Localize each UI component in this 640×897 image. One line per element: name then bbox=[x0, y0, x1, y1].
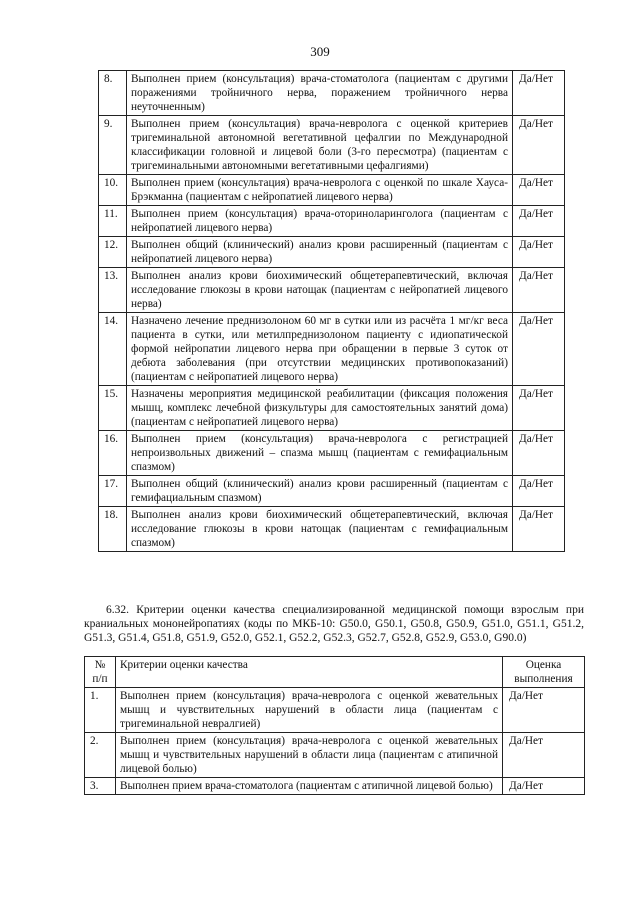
row-criterion: Выполнен прием (консультация) врача-невролога с регистрацией непроизвольных движений – спазма мышц (пациентам с гемифациальным спазмом) bbox=[127, 431, 513, 476]
table-row bbox=[99, 431, 565, 476]
row-evaluation: Да/Нет bbox=[513, 175, 565, 206]
table-row bbox=[99, 386, 565, 431]
header-eval: Оценка выполнения bbox=[503, 657, 585, 688]
row-criterion: Выполнен общий (клинический) анализ крови расширенный (пациентам с гемифациальным спазмом) bbox=[127, 476, 513, 507]
row-evaluation: Да/Нет bbox=[503, 778, 585, 795]
table-row bbox=[99, 507, 565, 552]
row-criterion: Выполнен прием (консультация) врача-невролога с оценкой критериев тригеминальной автономной вегетативной цефалгии по Международной классификации головной и лицевой боли (3-го пересмотра) (пациентам с тригеминальными автономными вегетативными цефалгиями) bbox=[127, 116, 513, 175]
row-evaluation: Да/Нет bbox=[513, 431, 565, 476]
row-criterion: Назначены мероприятия медицинской реабилитации (фиксация положения мышц, комплекс лечебной физкультуры для самостоятельных занятий дома) (пациентам с нейропатией лицевого нерва) bbox=[127, 386, 513, 431]
row-evaluation: Да/Нет bbox=[513, 116, 565, 175]
row-criterion: Выполнен прием врача-стоматолога (пациентам с атипичной лицевой болью) bbox=[116, 778, 503, 795]
row-number: 1. bbox=[85, 688, 116, 733]
row-evaluation: Да/Нет bbox=[513, 237, 565, 268]
row-criterion: Выполнен прием (консультация) врача-невролога с оценкой по шкале Хауса-Брэкманна (пациентам с нейропатией лицевого нерва) bbox=[127, 175, 513, 206]
criteria-table-continued bbox=[98, 70, 565, 552]
header-num: № п/п bbox=[85, 657, 116, 688]
row-criterion: Выполнен общий (клинический) анализ крови расширенный (пациентам с нейропатией лицевого нерва) bbox=[127, 237, 513, 268]
section-heading: 6.32. Критерии оценки качества специализированной медицинской помощи взрослым при краниальных мононейропатиях (коды по МКБ-10: G50.0, G50.1, G50.8, G50.9, G51.0, G51.1, G51.2, G51.3, G51.4, G51.8, G51.9, G52.0, G52.1, G52.2, G52.3, G52.7, G52.8, G52.9, G53.0, G90.0) bbox=[84, 604, 584, 644]
header-criterion: Критерии оценки качества bbox=[116, 657, 503, 688]
row-evaluation: Да/Нет bbox=[513, 268, 565, 313]
row-number: 18. bbox=[99, 507, 127, 552]
row-evaluation: Да/Нет bbox=[513, 71, 565, 116]
row-criterion: Выполнен прием (консультация) врача-невролога с оценкой жевательных мышц и чувствительных нарушений в области лица (пациентам с тригеминальной невралгией) bbox=[116, 688, 503, 733]
table-row bbox=[99, 237, 565, 268]
row-number: 13. bbox=[99, 268, 127, 313]
row-number: 10. bbox=[99, 175, 127, 206]
row-evaluation: Да/Нет bbox=[503, 688, 585, 733]
row-criterion: Выполнен прием (консультация) врача-стоматолога (пациентам с другими поражениями тройничного нерва, поражением тройничного нерва неуточненным) bbox=[127, 71, 513, 116]
row-number: 9. bbox=[99, 116, 127, 175]
row-number: 16. bbox=[99, 431, 127, 476]
row-number: 14. bbox=[99, 313, 127, 386]
row-evaluation: Да/Нет bbox=[513, 313, 565, 386]
row-criterion: Выполнен анализ крови биохимический общетерапевтический, включая исследование глюкозы в крови натощак (пациентам с гемифациальным спазмом) bbox=[127, 507, 513, 552]
row-criterion: Назначено лечение преднизолоном 60 мг в сутки или из расчёта 1 мг/кг веса пациента в сутки, или метилпреднизолоном пациенту с идиопатической формой нейропатии лицевого нерва при обращении в первые 3 суток от дебюта заболевания (при отсутствии медицинских противопоказаний) (пациентам с нейропатией лицевого нерва) bbox=[127, 313, 513, 386]
row-criterion: Выполнен прием (консультация) врача-оториноларинголога (пациентам с нейропатией лицевого нерва) bbox=[127, 206, 513, 237]
row-evaluation: Да/Нет bbox=[513, 206, 565, 237]
row-number: 17. bbox=[99, 476, 127, 507]
table-row bbox=[99, 313, 565, 386]
table-row bbox=[85, 688, 585, 733]
page-number: 309 bbox=[310, 44, 330, 59]
table-row bbox=[99, 116, 565, 175]
row-evaluation: Да/Нет bbox=[513, 507, 565, 552]
row-criterion: Выполнен прием (консультация) врача-невролога с оценкой жевательных мышц и чувствительных нарушений в области лица (пациентам с атипичной лицевой болью) bbox=[116, 733, 503, 778]
table-row bbox=[85, 778, 585, 795]
row-number: 15. bbox=[99, 386, 127, 431]
row-number: 2. bbox=[85, 733, 116, 778]
row-number: 11. bbox=[99, 206, 127, 237]
row-number: 8. bbox=[99, 71, 127, 116]
table-row bbox=[99, 175, 565, 206]
criteria-table-6-32 bbox=[84, 656, 585, 795]
table-header-row bbox=[85, 657, 585, 688]
row-number: 12. bbox=[99, 237, 127, 268]
table-row bbox=[99, 268, 565, 313]
table-row bbox=[99, 206, 565, 237]
row-criterion: Выполнен анализ крови биохимический общетерапевтический, включая исследование глюкозы в крови натощак (пациентам с нейропатией лицевого нерва) bbox=[127, 268, 513, 313]
row-evaluation: Да/Нет bbox=[513, 476, 565, 507]
row-number: 3. bbox=[85, 778, 116, 795]
row-evaluation: Да/Нет bbox=[503, 733, 585, 778]
table-row bbox=[85, 733, 585, 778]
row-evaluation: Да/Нет bbox=[513, 386, 565, 431]
table-row bbox=[99, 71, 565, 116]
table-row bbox=[99, 476, 565, 507]
